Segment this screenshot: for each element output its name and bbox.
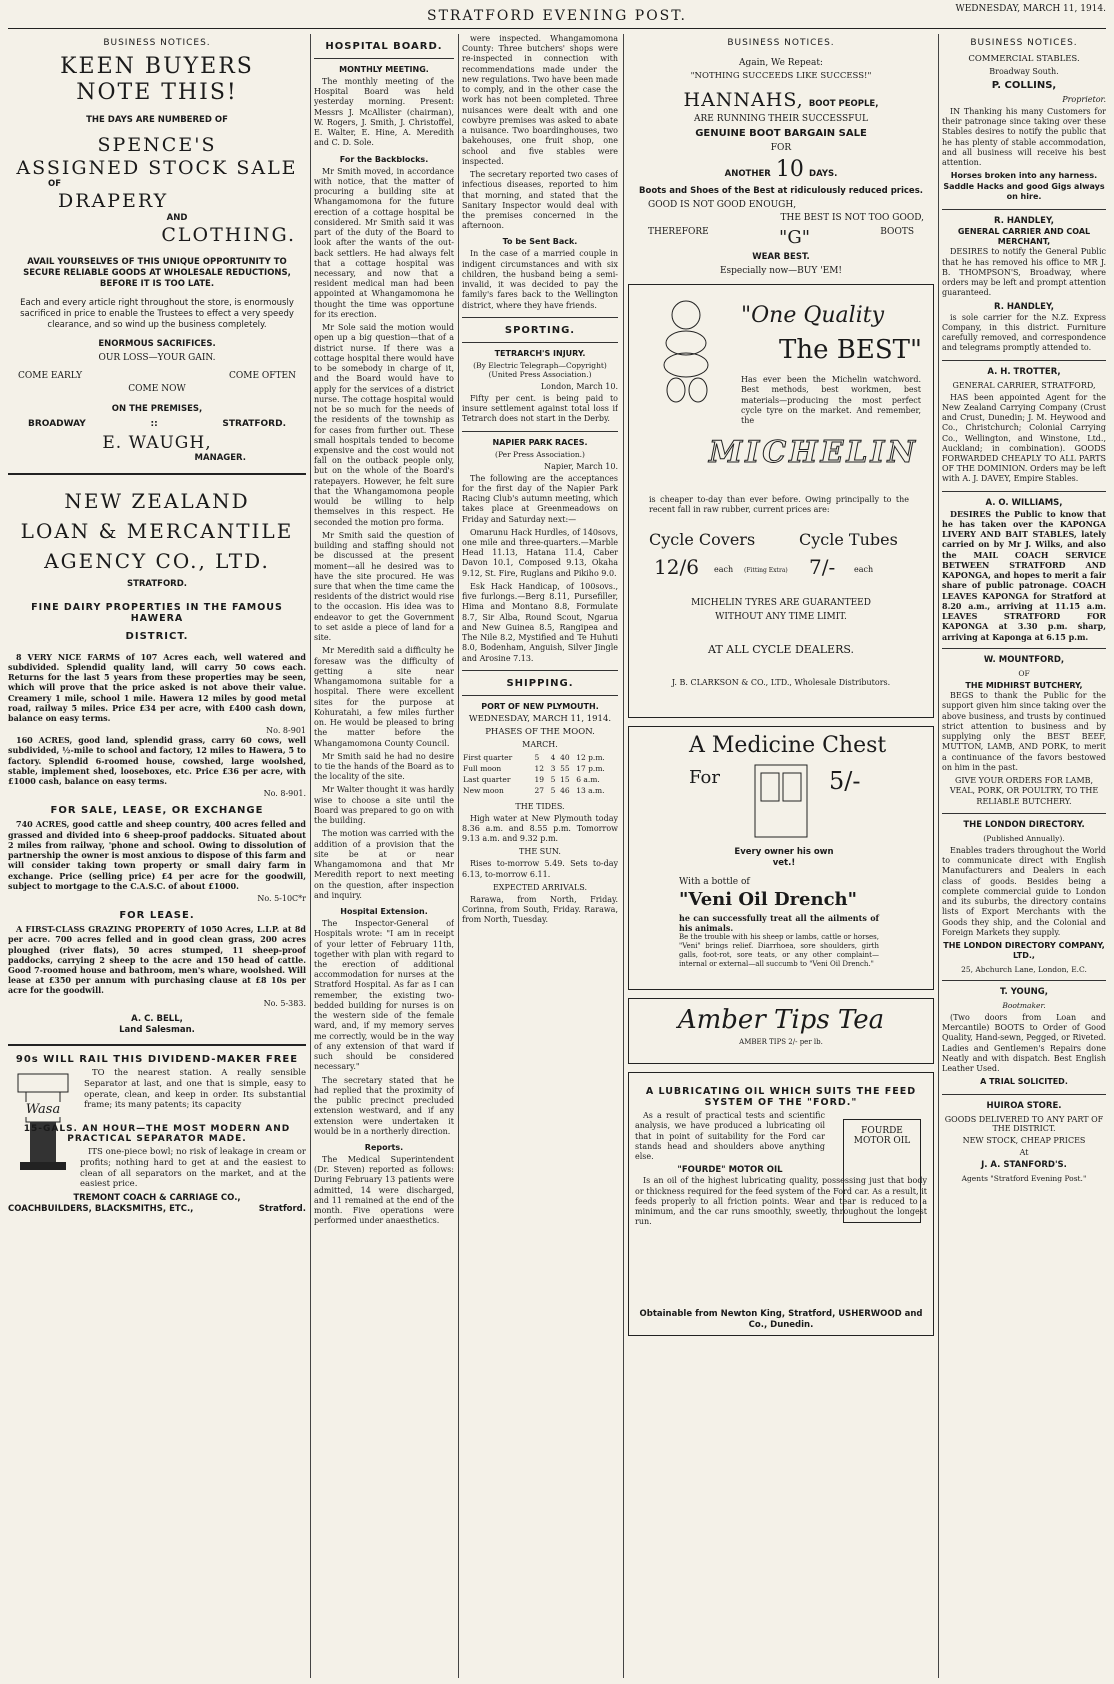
advert-text: OF xyxy=(48,179,62,190)
divider xyxy=(8,1044,306,1046)
advert-text: MANAGER. xyxy=(194,453,246,464)
advert-heading: 90s WILL RAIL THIS DIVIDEND-MAKER FREE xyxy=(15,1053,299,1065)
notice-heading: P. COLLINS, xyxy=(991,80,1057,91)
shipping-subheading: EXPECTED ARRIVALS. xyxy=(492,882,588,892)
michelin-logo: MICHELIN xyxy=(709,435,918,471)
article-subheading: For the Backblocks. xyxy=(339,154,429,164)
advert-text: COACHBUILDERS, BLACKSMITHS, ETC., xyxy=(8,1204,194,1215)
notice-text: Agents "Stratford Evening Post." xyxy=(961,1173,1087,1183)
notice-text: GIVE YOUR ORDERS FOR LAMB, VEAL, PORK, OR POULTRY, TO THE RELIABLE BUTCHERY. xyxy=(949,776,1099,806)
table-row: Full moon 12 3 55 17 p.m. xyxy=(463,763,605,773)
advert-text: (Fitting Extra) xyxy=(744,567,788,575)
separator-icon xyxy=(8,1068,78,1178)
advert-signature: Land Salesman. xyxy=(119,1024,195,1035)
section-heading: BUSINESS NOTICES. xyxy=(970,38,1078,48)
article-dateline: London, March 10. xyxy=(540,381,618,391)
notice-text: (Two doors from Loan and Mercantile) BOOTS to Order of Good Quality, Hand-sewn, Pegged, or Riveted. Ladies and Gentlemen's Repairs done Neatly and with dispatch. Best English Leather Used. xyxy=(942,1012,1106,1073)
article-paragraph: In the case of a married couple in indigent circumstances and with six children, the husband being a semi-invalid, it was decided to pay the family's fares back to the Wellington district, where they have friends. xyxy=(462,249,618,310)
section-heading: BUSINESS NOTICES. xyxy=(727,38,835,48)
article-paragraph: Mr Walter thought it was hardly wise to choose a site until the Board was prepared to go on with the building. xyxy=(314,785,454,826)
advert-headline: DRAPERY xyxy=(58,190,169,213)
michelin-advert xyxy=(628,284,934,718)
notice-text: DESIRES the Public to know that he has taken over the KAPONGA LIVERY AND BAIT STABLES, lately carried on by Mr J. Wilks, and also the MAIL COACH SERVICE BETWEEN STRATFORD AND KAPONGA, and hopes to merit a fair share of public patronage. COACH LEAVES KAPONGA for Stratford at 8.20 a.m., arriving at 11.15 a.m. LEAVES STRATFORD FOR KAPONGA at 3.30 p.m. sharp, arriving at Kaponga at 6.15 p.m. xyxy=(942,508,1106,642)
notice-text: GENERAL CARRIER, STRATFORD, xyxy=(952,380,1096,390)
article-heading: SPORTING. xyxy=(504,324,576,336)
notice-text: Broadway South. xyxy=(989,67,1059,76)
divider xyxy=(942,980,1106,981)
article-credit: (Per Press Association.) xyxy=(495,449,585,459)
divider xyxy=(942,813,1106,814)
advert-text: FOR xyxy=(770,143,792,153)
advert-text: Boots and Shoes of the Best at ridiculously reduced prices. xyxy=(639,186,923,196)
article-subheading: NAPIER PARK RACES. xyxy=(492,437,588,447)
advert-headline: LOAN & MERCANTILE xyxy=(20,518,294,543)
advert-heading: FOR SALE, LEASE, OR EXCHANGE xyxy=(50,805,264,817)
notice-heading: THE LONDON DIRECTORY COMPANY, LTD., xyxy=(943,940,1105,961)
advert-signature: A. C. BELL, xyxy=(131,1013,183,1024)
shipping-subheading: THE SUN. xyxy=(519,847,561,857)
advert-text: STRATFORD. xyxy=(126,578,188,589)
divider xyxy=(462,342,618,343)
article-heading: SHIPPING. xyxy=(506,677,574,689)
notice-text: Proprietor. xyxy=(1062,95,1106,104)
divider xyxy=(942,648,1106,649)
advert-price: 12/6 xyxy=(654,555,699,580)
notice-text: DESIRES to notify the General Public that he has removed his office to MR J. B. THOMPSON'S, Broadway, where orders may be left and prompt attention guaranteed. xyxy=(942,247,1106,298)
article-paragraph: Mr Smith said the question of building and staffing should not be discussed at the present moment—all he desired was to have the site procured. He was sure that when the time came the residents of the district would rise to the occasion. His idea was to endeavor to get the Government to set aside a piece of land for a site. xyxy=(314,530,454,643)
divider xyxy=(942,1094,1106,1095)
advert-text: TO the nearest station. A really sensible Separator at last, and one that is simple, easy to operate, clean, and keep in order. Its substantial frame; its many patents; its capacity xyxy=(84,1067,306,1111)
advert-text: TREMONT COACH & CARRIAGE CO., xyxy=(73,1193,241,1204)
notice-heading: A. H. TROTTER, xyxy=(987,366,1061,377)
advert-text: is cheaper to-day than ever before. Owing principally to the recent fall in raw rubber, current prices are: xyxy=(649,495,909,515)
column-divider xyxy=(310,34,311,1678)
divider xyxy=(462,317,618,318)
listing-text: A FIRST-CLASS GRAZING PROPERTY of 1050 Acres, L.I.P. at 8d per acre. 700 acres felled and in good clean grass, 200 acres ploughed (river flats), 50 acres stumped, 11 sheep-proof paddocks, carrying 2 sheep to the acre and 150 head of cattle. Good 7-roomed house and bathroom, men's whare, woolshed. Will lease at £350 per annum with purchasing clause at £8 10s per acre for the goodwill. xyxy=(8,924,306,996)
advert-headline: NEW ZEALAND xyxy=(64,488,250,513)
advert-text: each xyxy=(714,565,734,575)
column-1 xyxy=(8,34,306,1678)
advert-headline: ASSIGNED STOCK SALE xyxy=(16,156,298,179)
article-subheading: MONTHLY MEETING. xyxy=(339,65,429,74)
advert-text: THE DAYS ARE NUMBERED OF xyxy=(86,114,228,125)
article-paragraph: The following are the acceptances for the first day of the Napier Park Racing Club's autumn meeting, which takes place at Greenmeadows on Friday and Saturday next:— xyxy=(462,473,618,524)
amber-tips-logo: Amber Tips Tea xyxy=(677,1005,885,1036)
notice-heading: J. A. STANFORD'S. xyxy=(981,1159,1067,1170)
masthead-date: WEDNESDAY, MARCH 11, 1914. xyxy=(955,4,1106,14)
advert-heading: FINE DAIRY PROPERTIES IN THE FAMOUS HAWERA xyxy=(31,601,283,624)
advert-text: AMBER TIPS 2/- per lb. xyxy=(739,1038,823,1047)
advert-text: Be the trouble with his sheep or lambs, cattle or horses, "Veni" brings relief. Diarrhoea, sore shoulders, girth galls, foot-rot, sore teats, or any other complaint—internal or external—all succumb to "Veni Oil Drench." xyxy=(679,933,879,968)
divider xyxy=(314,58,454,59)
notice-text: BEGS to thank the Public for the support given him since taking over the above business, and trusts by continued strict attention to business and by supplying only the BEST BEEF, MUTTON, LAMB, AND PORK, to merit a continuance of the favors bestowed on him in the past. xyxy=(942,691,1106,772)
advert-text: OUR LOSS—YOUR GAIN. xyxy=(98,353,216,364)
veni-oil-advert xyxy=(628,726,934,990)
oil-tin-icon xyxy=(843,1119,921,1223)
advert-text: BOOTS xyxy=(880,227,914,238)
advert-headline: AGENCY CO., LTD. xyxy=(44,548,270,573)
notice-text: 25, Abchurch Lane, London, E.C. xyxy=(961,964,1087,974)
advert-headline: E. WAUGH, xyxy=(102,433,212,454)
article-paragraph: Mr Smith said he had no desire to tie the hands of the Board as to the locality of the site. xyxy=(314,751,454,782)
advert-heading: 15-GALS. AN HOUR—THE MOST MODERN AND PRACTICAL SEPARATOR MADE. xyxy=(23,1123,291,1144)
shipping-subheading: THE TIDES. xyxy=(515,801,565,811)
article-paragraph: Rarawa, from North, Friday. Corinna, from South, Friday. Rarawa, from North, Tuesday. xyxy=(462,894,618,925)
article-paragraph: The Medical Superintendent (Dr. Steven) reported as follows: During February 13 patients were admitted, 14 were discharged, and 11 remained at the end of the month. Five operations were performed under anaesthetics. xyxy=(314,1154,454,1226)
notice-heading: THE LONDON DIRECTORY. xyxy=(963,819,1085,830)
advert-text: Stratford. xyxy=(258,1204,306,1215)
hannahs-advert xyxy=(628,58,934,276)
advert-text: THE BEST IS NOT TOO GOOD, xyxy=(780,213,924,224)
notice-text: Bootmaker. xyxy=(1002,1000,1046,1010)
listing-number: No. 8-901. xyxy=(263,789,306,799)
shipping-month: MARCH. xyxy=(522,739,558,749)
advert-headline: For xyxy=(689,767,720,789)
advert-text: COME EARLY xyxy=(18,371,83,382)
masthead xyxy=(0,0,1114,30)
advert-headline: "One Quality xyxy=(741,303,884,329)
advert-text: Every owner his own vet.! xyxy=(734,847,834,869)
advert-text: BOOT PEOPLE, xyxy=(808,99,879,109)
column-3 xyxy=(462,34,618,1678)
advert-text: he can successfully treat all the ailments of his animals. xyxy=(679,913,879,934)
veni-brand: "Veni Oil Drench" xyxy=(679,889,858,911)
divider xyxy=(942,360,1106,361)
listing-text: 8 VERY NICE FARMS of 107 Acres each, well watered and subdivided. Splendid quality land, will carry 50 cows each. Returns for the last 5 years from these properties may be seen, which will prove that the price asked is not above their value. Creamery 1 mile, school 1 mile. Hawera 12 miles by good metal road, railway 5 miles. Price £34 per acre, with £400 cash down, balance on easy terms. xyxy=(8,651,306,723)
advert-text: Cycle Tubes xyxy=(799,530,898,550)
article-paragraph: Fifty per cent. is being paid to insure settlement against total loss if Tetrarch does not start in the Derby. xyxy=(462,393,618,424)
article-paragraph: The motion was carried with the addition of a provision that the site be at or near Whangamomona and that Mr Meredith report to next meeting on the question, after inspection and inquiry. xyxy=(314,829,454,900)
article-subheading: PORT OF NEW PLYMOUTH. xyxy=(481,701,599,711)
moon-table xyxy=(462,752,618,796)
advert-text: As a result of practical tests and scientific analysis, we have produced a lubricating oil that in point of suitability for the Ford car stands head and shoulders above anything else. xyxy=(635,1111,825,1162)
advert-text: "NOTHING SUCCEEDS LIKE SUCCESS!" xyxy=(690,71,872,81)
advert-text: DAYS. xyxy=(809,169,838,179)
advert-headline: "G" xyxy=(779,227,810,249)
divider xyxy=(462,695,618,696)
article-paragraph: The Inspector-General of Hospitals wrote: "I am in receipt of your letter of February 11th, together with plan with regard to the erection of additional accommodation for nurses at the Stratford Hospital. As far as I can remember, the existing two-bedded building for nurses is on the western side of the female ward, and, if my memory serves me correctly, would be in the way of any extension of that ward if such should be considered necessary." xyxy=(314,919,454,1072)
masthead-rule xyxy=(8,28,1106,29)
fourde-oil-advert xyxy=(628,1072,934,1336)
advert-text: Again, We Repeat: xyxy=(739,58,823,68)
advert-text: MICHELIN TYRES ARE GUARANTEED xyxy=(691,598,871,609)
advert-price: 7/- xyxy=(809,555,836,580)
section-heading: BUSINESS NOTICES. xyxy=(103,38,211,48)
article-subheading: Hospital Extension. xyxy=(340,907,428,917)
advert-text: Is an oil of the highest lubricating quality, possessing just that body or thickness required for the feed system of the Ford car. As a result, it feeds properly to all friction points. Wear and tear is reduced to a minimum, and the car runs smoothly, sweetly, throughout the longest run. xyxy=(635,1176,927,1227)
spence-advert xyxy=(8,54,306,465)
advert-headline: NOTE THIS! xyxy=(76,80,238,106)
advert-text: WITHOUT ANY TIME LIMIT. xyxy=(715,612,847,623)
advert-text: AT ALL CYCLE DEALERS. xyxy=(707,643,854,657)
article-paragraph: Omarunu Hack Hurdles, of 140sovs, one mile and three-quarters.—Marble Head 11.13, Hatana 11.4, Caber Davon 10.1, Composed 9.13, Okaha 9.12, St. Fire, Ruglans and Pikiho 9.0. xyxy=(462,527,618,578)
notice-text: is sole carrier for the N.Z. Express Company, in this district. Furniture carefully removed, and correspondence and telegrams promptly attended to. xyxy=(942,312,1106,353)
listing-number: No. 5-10C*r xyxy=(257,894,306,904)
advert-text: THEREFORE xyxy=(648,227,709,238)
notice-heading: R. HANDLEY, xyxy=(994,301,1054,312)
article-paragraph: Mr Meredith said a difficulty he foresaw was the difficulty of getting a site near Whangamomona suitable for a hospital. There were excellent sites for the purpose at Kohuratahi, a few miles further on. He would be pleased to bring the matter before the Whangamomona County Council. xyxy=(314,646,454,748)
column-5 xyxy=(942,34,1106,1678)
notice-text: A TRIAL SOLICITED. xyxy=(980,1077,1068,1087)
amber-tips-advert xyxy=(628,998,934,1064)
notice-text: Horses broken into any harness. Saddle Hacks and good Gigs always on hire. xyxy=(943,171,1105,202)
notice-heading: THE MIDHIRST BUTCHERY, xyxy=(965,680,1083,690)
notice-text: Enables traders throughout the World to communicate direct with English Manufacturers and Dealers in each class of goods. Besides being a complete commercial guide to London and its suburbs, the directory contains lists of Export Merchants with the Goods they ship, and the Colonial and Foreign Markets they supply. xyxy=(942,845,1106,937)
advert-heading: FOR LEASE. xyxy=(119,910,195,922)
notice-heading: W. MOUNTFORD, xyxy=(983,654,1065,665)
divider xyxy=(462,670,618,671)
notice-text: GOODS DELIVERED TO ANY PART OF THE DISTRICT. xyxy=(944,1114,1104,1133)
advert-text: WEAR BEST. xyxy=(752,252,810,263)
article-paragraph: High water at New Plymouth today 8.36 a.m. and 8.55 p.m. Tomorrow 9.13 a.m. and 9.32 p.m. xyxy=(462,813,618,844)
advert-text: AND xyxy=(166,213,188,224)
advert-headline: A Medicine Chest xyxy=(689,733,887,759)
advert-text: Each and every article right throughout the store, is enormously sacrificed in price to enable the Trustees to effect a very speedy clearance, and so wind up the business completely. xyxy=(20,298,294,331)
shipping-date: WEDNESDAY, MARCH 11, 1914. xyxy=(468,713,612,724)
advert-text: Especially now—BUY 'EM! xyxy=(719,266,843,277)
notice-heading: COMMERCIAL STABLES. xyxy=(968,54,1080,64)
notice-text: OF xyxy=(1018,668,1030,678)
listing-text: 160 ACRES, good land, splendid grass, carry 60 cows, well subdivided, ½-mile to school and factory, 12 miles to Hawera, 5 to factory. Splendid 6-roomed house, cowshed, large woolshed, stable, implement shed, looseboxes, etc. Price £36 per acre, with £1000 cash, balance on easy terms. xyxy=(8,735,306,787)
article-heading: HOSPITAL BOARD. xyxy=(325,41,443,52)
article-dateline: Napier, March 10. xyxy=(544,461,618,471)
listing-text: 740 ACRES, good cattle and sheep country, 400 acres felled and grassed and divided into 6 sheep-proof paddocks. Situated about 2 miles from railway, 'phone and school. Owing to dissolution of partnership the owner is most anxious to dispose of this farm and will consider taking town property or small dairy farm in exchange. Price (selling price) £4 per acre for the goodwill, subject to mortgage to the C.A.S.C. of about £1000. xyxy=(8,819,306,891)
notice-text: NEW STOCK, CHEAP PRICES xyxy=(962,1135,1086,1145)
listing-number: No. 5-383. xyxy=(263,998,306,1008)
column-divider xyxy=(458,34,459,1678)
article-paragraph: Esk Hack Handicap, of 100sovs., five furlongs.—Berg 8.11, Pursefiller, Hima and Montano 8.8, Formulate 8.7, Sir Alba, Round Scout, Ngarua and New Guinea 8.5, Rangipea and The Nile 8.2, Mystified and Te Huhuti 8.0, Bodenham, Anguish, Silver Jingle and Arosine 7.13. xyxy=(462,581,618,663)
advert-text: AVAIL YOURSELVES OF THIS UNIQUE OPPORTUNITY TO SECURE RELIABLE GOODS AT WHOLESALE REDUCTIONS, BEFORE IT IS TOO LATE. xyxy=(23,257,291,290)
notice-heading: T. YOUNG, xyxy=(1000,986,1048,997)
advert-text: ARE RUNNING THEIR SUCCESSFUL xyxy=(694,114,868,124)
advert-text: ANOTHER xyxy=(724,169,771,179)
separator-brand: Wasa xyxy=(8,1102,78,1117)
michelin-man-icon xyxy=(641,295,731,405)
separator-advert xyxy=(8,1054,306,1215)
article-paragraph: Mr Sole said the motion would open up a big question—that of a district nurse. If there was a cottage hospital there would have to be somebody in charge of it, and the Board would have to apply for the services of a district nurse. The cottage hospital would not be so much for the needs of the residents of the township as for cases from further out. These small hospitals tended to become expensive and the cost would not fall on the outback people only, but on the whole of the Board's ratepayers. However, he felt sure that the Whangamomona people would be willing to help themselves in this respect. He seconded the motion pro forma. xyxy=(314,323,454,527)
listing-number: No. 8-901 xyxy=(266,726,306,736)
advert-text: GENUINE BOOT BARGAIN SALE xyxy=(695,128,867,139)
article-credit: (By Electric Telegraph—Copyright) (United Press Association.) xyxy=(473,360,607,379)
column-2 xyxy=(314,34,454,1678)
advert-text: STRATFORD. xyxy=(222,419,286,430)
advert-text: COME NOW xyxy=(128,384,186,395)
advert-text: :: xyxy=(150,419,158,430)
table-row: New moon 27 5 46 13 a.m. xyxy=(463,785,605,795)
column-divider xyxy=(623,34,624,1678)
article-paragraph: Mr Smith moved, in accordance with notice, that the matter of procuring a building site at Whangamomona for the future erection of a cottage hospital be considered. Mr Smith said it was part of the duty of the Board to look after the wants of the out-back settlers. He had always felt that a cottage hospital was necessary, and now that a resident medical man had been appointed at Whangamomona he thought the time was opportune for its erection. xyxy=(314,166,454,319)
advert-text: With a bottle of xyxy=(679,877,750,888)
nz-loan-advert xyxy=(8,489,306,1036)
advert-text: ENORMOUS SACRIFICES. xyxy=(98,339,216,350)
article-paragraph: The secretary reported two cases of infectious diseases, reported to him that morning, and stated that the Sanitary Inspector would deal with the premises concerned in the afternoon. xyxy=(462,170,618,231)
advert-text: ITS one-piece bowl; no risk of leakage in cream or profits; nothing hard to get at and the easiest to clean of all separators on the market, and at the easiest price. xyxy=(80,1146,306,1190)
advert-text: each xyxy=(854,565,874,575)
advert-headline: CLOTHING. xyxy=(161,224,296,247)
article-paragraph: were inspected. Whangamomona County: Three butchers' shops were re-inspected in connection with recommendations made under the new regulations. Two have been made to comply, and in the other case the work has not been completed. Three nuisances were dealt with and one cowbyre premises was asked to abate a nuisance. Two boardinghouses, two bakehouses, one fruit shop, one school and five stables were inspected. xyxy=(462,34,618,166)
article-subheading: Reports. xyxy=(364,1142,404,1152)
shipping-subheading: PHASES OF THE MOON. xyxy=(485,726,595,737)
notice-text: (Published Annually). xyxy=(983,833,1065,843)
column-4 xyxy=(628,34,934,1678)
separator-illustration xyxy=(8,1068,78,1117)
article-paragraph: The monthly meeting of the Hospital Board was held yesterday morning. Present: Messrs J. McAllister (chairman), W. Rogers, J. Smith, J. Christoffel, E. Walter, E. Hine, A. Meredith and C. D. Sole. xyxy=(314,77,454,148)
notice-text: IN Thanking his many Customers for their patronage since taking over these Stables desires to notify the public that he has plenty of stable accommodation, and all business will receive his best attention. xyxy=(942,107,1106,168)
article-paragraph: Rises to-morrow 5.49. Sets to-day 6.13, to-morrow 6.11. xyxy=(462,859,618,879)
divider xyxy=(942,491,1106,492)
notice-heading: R. HANDLEY, xyxy=(994,215,1054,226)
divider xyxy=(942,209,1106,210)
advert-text: ON THE PREMISES, xyxy=(111,404,203,415)
divider xyxy=(8,473,306,475)
article-subheading: To be Sent Back. xyxy=(502,237,578,247)
advert-headline: 5/- xyxy=(829,767,861,796)
article-subheading: TETRARCH'S INJURY. xyxy=(494,348,586,358)
masthead-title: STRATFORD EVENING POST. xyxy=(427,8,687,24)
advert-text: BROADWAY xyxy=(28,419,86,430)
table-row: First quarter 5 4 40 12 p.m. xyxy=(463,752,605,762)
notice-text: At xyxy=(1019,1147,1029,1157)
advert-headline: KEEN BUYERS xyxy=(60,54,254,79)
advert-heading: "FOURDE" MOTOR OIL xyxy=(677,1165,783,1176)
oil-tin-label: FOURDE MOTOR OIL xyxy=(853,1126,911,1147)
column-divider xyxy=(938,34,939,1678)
advert-heading: DISTRICT. xyxy=(125,630,189,642)
advert-headline: 10 xyxy=(775,157,804,182)
divider xyxy=(462,431,618,432)
advert-text: COME OFTEN xyxy=(229,371,296,382)
advert-headline: HANNAHS, xyxy=(683,89,804,111)
advert-text: Obtainable from Newton King, Stratford, USHERWOOD and Co., Dunedin. xyxy=(639,1309,923,1331)
table-row: Last quarter 19 5 15 6 a.m. xyxy=(463,774,600,784)
notice-heading: HUIROA STORE. xyxy=(986,1100,1062,1111)
advert-text: Has ever been the Michelin watchword. Best methods, best workmen, best materials—producing the most perfect cycle tyre on the market. And remember, the xyxy=(741,375,921,426)
article-paragraph: The secretary stated that he had replied that the proximity of the public precinct precluded extension westward, and if any extension were undertaken it would be in a northerly direction. xyxy=(314,1075,454,1136)
advert-text: J. B. CLARKSON & CO., LTD., Wholesale Distributors. xyxy=(671,678,891,688)
advert-headline: SPENCE'S xyxy=(97,133,217,156)
advert-text: GOOD IS NOT GOOD ENOUGH, xyxy=(648,200,797,211)
advert-headline: The BEST" xyxy=(779,335,922,366)
advert-text: Cycle Covers xyxy=(649,530,756,550)
advert-heading: A LUBRICATING OIL WHICH SUITS THE FEED SYSTEM OF THE "FORD." xyxy=(645,1086,917,1109)
medicine-chest-icon xyxy=(751,761,811,841)
notice-text: HAS been appointed Agent for the New Zealand Carrying Company (Crust and Crust, Dunedin; J. M. Heywood and Co., Christchurch; Colonial Carrying Co., Wellington, and Winstone, Ltd., Auckland; in combination). GOODS FORWARDED CHEAPLY TO ALL PARTS OF THE DOMINION. Orders may be left with A. J. DAVEY, Empire Stables. xyxy=(942,392,1106,484)
notice-heading: A. O. WILLIAMS, xyxy=(985,497,1063,508)
notice-text: GENERAL CARRIER AND COAL MERCHANT, xyxy=(957,226,1091,247)
